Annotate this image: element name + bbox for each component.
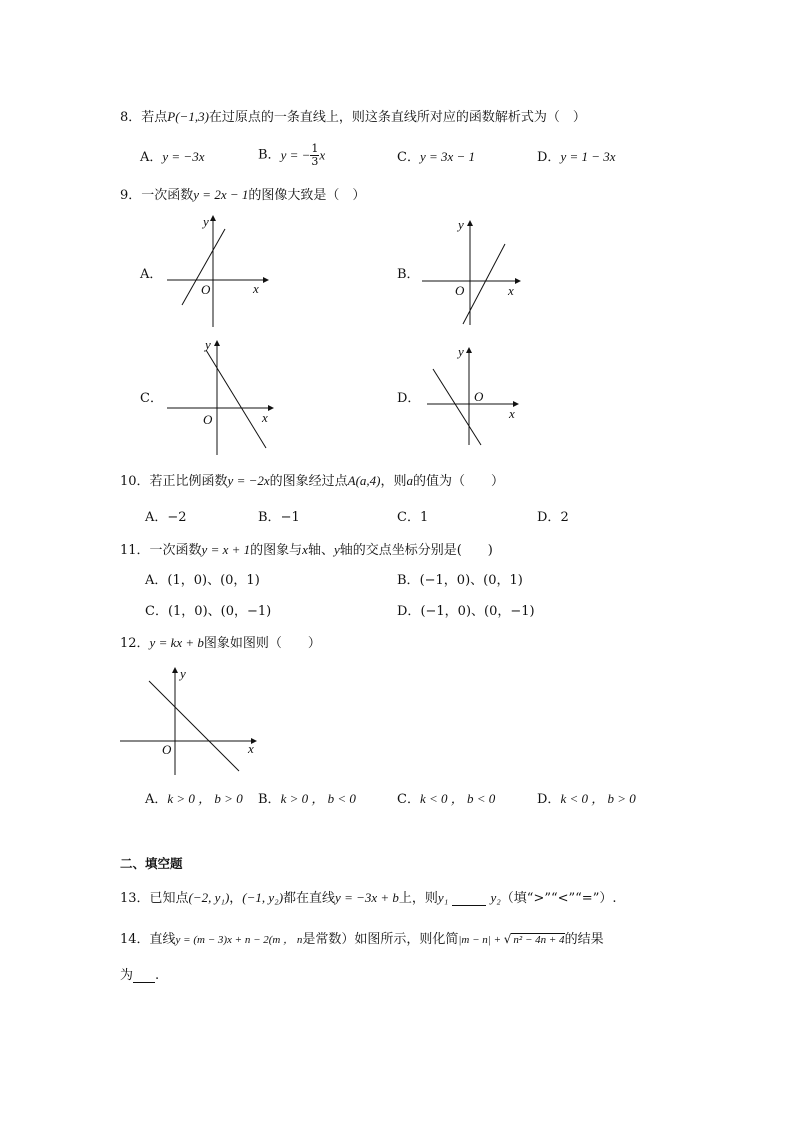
- q10-number: 10．若正比例函数: [120, 474, 228, 489]
- q10-option-b[interactable]: [258, 511, 300, 524]
- origin-label: O: [201, 282, 211, 297]
- q11-expr: y = x + 1: [201, 542, 251, 557]
- x-label: x: [509, 406, 515, 421]
- q10-point: A(a,4): [347, 473, 381, 488]
- option-label: B．: [258, 510, 281, 525]
- q9-text: 的图像大致是（ ）: [248, 188, 366, 203]
- q13-point1: (−2, y₁): [188, 890, 230, 905]
- option-value: 1: [419, 510, 429, 525]
- q8-option-c[interactable]: [397, 150, 475, 164]
- y-label: y: [180, 666, 186, 681]
- q12-option-a[interactable]: [145, 792, 243, 806]
- option-label: D．: [397, 604, 421, 619]
- option-value: (−1，0)、(0，−1): [420, 604, 535, 619]
- q14-number: 14．直线: [120, 932, 176, 947]
- origin-label: O: [162, 742, 172, 757]
- q9-graph-c[interactable]: [165, 338, 280, 458]
- q9-number: 9．一次函数: [120, 188, 194, 203]
- option-value: k < 0 ， b > 0: [560, 791, 636, 806]
- option-label: D．: [537, 792, 561, 807]
- q10-text: 的图象经过点: [269, 474, 348, 489]
- option-label: B．: [258, 792, 281, 807]
- q11-option-b[interactable]: [397, 574, 523, 587]
- q13-expr: y = −3x + b: [335, 890, 399, 905]
- q9-graph-b[interactable]: [420, 218, 525, 328]
- x-label: x: [508, 283, 514, 298]
- q13-y2: y₂: [490, 890, 501, 905]
- q10-text: ，则: [380, 474, 407, 489]
- y-arrow-icon: [467, 220, 473, 226]
- q10-expr: y = −2x: [227, 473, 270, 488]
- q12-option-d[interactable]: [537, 792, 636, 806]
- x-label: x: [248, 741, 254, 756]
- q9-expr: y = 2x − 1: [193, 187, 249, 202]
- q10-var: a: [406, 473, 414, 488]
- q11-text: 轴、: [307, 543, 334, 558]
- option-label: A．: [145, 573, 168, 588]
- answer-blank[interactable]: [133, 969, 155, 983]
- graph-line: [149, 681, 239, 771]
- option-label: C．: [145, 604, 168, 619]
- option-value: k < 0 ， b < 0: [419, 791, 496, 806]
- q14-end: .: [155, 968, 160, 983]
- q14-line2: [120, 969, 159, 983]
- q11-y: y: [333, 542, 340, 557]
- q11-stem: [120, 543, 493, 557]
- option-value: k > 0 ， b < 0: [280, 791, 356, 806]
- q10-option-c[interactable]: [397, 511, 428, 524]
- q14-text: 是常数）如图所示，则化简: [302, 932, 459, 947]
- q11-option-a[interactable]: [145, 574, 260, 587]
- q13-text: 都在直线: [283, 891, 336, 906]
- answer-blank[interactable]: [452, 892, 486, 906]
- graph-line: [463, 244, 505, 324]
- q8-point: P(−1,3): [167, 109, 209, 124]
- option-label: C．: [397, 150, 420, 165]
- x-label: x: [262, 410, 268, 425]
- q8-text: 在过原点的一条直线上，则这条直线所对应的函数解析式为（ ）: [208, 110, 586, 125]
- y-label: y: [205, 337, 211, 352]
- option-label: B．: [397, 573, 420, 588]
- graph-line: [206, 350, 266, 448]
- q10-text: 的值为（ ）: [413, 474, 505, 489]
- q13-number: 13．已知点: [120, 891, 189, 906]
- q9-option-b[interactable]: B．: [397, 267, 420, 282]
- q12-text: 图象如图则（ ）: [203, 636, 321, 651]
- q14-expr: y = (m − 3)x + n − 2(m ， n: [175, 934, 303, 946]
- q10-option-a[interactable]: [145, 511, 187, 524]
- option-label: D．: [537, 510, 561, 525]
- q13-y1: y₁: [437, 890, 449, 905]
- y-label: y: [458, 217, 464, 232]
- option-value: −2: [167, 510, 187, 525]
- option-value: −1: [280, 510, 300, 525]
- q13-sep: ，: [229, 891, 243, 906]
- option-value: (−1，0)、(0，1): [419, 573, 523, 588]
- q11-option-c[interactable]: [145, 605, 271, 618]
- option-label: A．: [145, 510, 168, 525]
- x-arrow-icon: [268, 405, 274, 411]
- option-expr: y = −3x: [162, 149, 205, 164]
- q9-option-d[interactable]: D．: [397, 391, 421, 406]
- q8-option-b[interactable]: [258, 143, 325, 167]
- q12-expr: y = kx + b: [149, 635, 204, 650]
- option-value: (1，0)、(0，−1): [167, 604, 272, 619]
- q10-stem: [120, 474, 504, 488]
- x-label: x: [253, 281, 259, 296]
- q12-stem: [120, 636, 321, 650]
- q13-stem: [120, 891, 616, 906]
- option-value: k > 0 ， b > 0: [167, 791, 243, 806]
- q13-text: 上，则: [398, 891, 438, 906]
- q8-stem: [120, 110, 586, 124]
- q14-text: 的结果: [564, 932, 604, 947]
- sqrt-icon: √: [503, 932, 512, 946]
- origin-label: O: [455, 283, 465, 298]
- q9-option-c[interactable]: C．: [140, 391, 163, 406]
- q8-option-a[interactable]: [140, 150, 204, 164]
- option-expr: y = −: [280, 147, 311, 163]
- q12-number: 12．: [120, 636, 150, 651]
- q12-option-c[interactable]: [397, 792, 495, 806]
- fraction-denominator: 3: [311, 154, 319, 168]
- q12-option-b[interactable]: [258, 792, 356, 806]
- graph-line: [433, 369, 481, 445]
- option-label: C．: [397, 792, 420, 807]
- q9-graph-a[interactable]: [165, 215, 270, 330]
- x-arrow-icon: [515, 278, 521, 284]
- q8-option-d[interactable]: [537, 150, 616, 164]
- option-value: (1，0)、(0，1): [167, 573, 260, 588]
- section-heading: 二、填空题: [120, 856, 183, 871]
- option-expr: y = 1 − 3x: [560, 149, 616, 164]
- y-label: y: [203, 214, 209, 229]
- y-arrow-icon: [214, 340, 220, 346]
- q10-option-d[interactable]: [537, 511, 569, 524]
- option-label: C．: [397, 510, 420, 525]
- origin-label: O: [203, 412, 213, 427]
- q11-text: 的图象与: [250, 543, 303, 558]
- option-expr: y = 3x − 1: [419, 149, 476, 164]
- y-arrow-icon: [172, 667, 178, 673]
- y-label: y: [458, 344, 464, 359]
- q11-option-d[interactable]: [397, 605, 535, 618]
- fraction-numerator: 1: [311, 142, 319, 155]
- q13-text: （填“>”“<”“=”）.: [500, 891, 617, 906]
- option-expr-tail: x: [319, 147, 326, 163]
- q13-point2: (−1, y₂): [242, 890, 284, 905]
- q14-text: 为: [120, 968, 134, 983]
- option-label: A．: [140, 150, 163, 165]
- option-label: B．: [258, 147, 281, 163]
- q14-sqrt: n² − 4n + 4: [513, 934, 565, 946]
- q11-text: 轴的交点坐标分别是( ): [339, 543, 493, 558]
- q12-graph: [118, 665, 263, 777]
- q14-stem: [120, 933, 604, 946]
- x-arrow-icon: [263, 277, 269, 283]
- q14-abs: |m − n| +: [458, 934, 504, 946]
- q9-option-a[interactable]: A．: [140, 267, 163, 282]
- option-label: A．: [145, 792, 168, 807]
- q9-stem: [120, 188, 365, 202]
- y-arrow-icon: [466, 347, 472, 353]
- option-value: 2: [560, 510, 569, 525]
- q11-x: x: [302, 542, 308, 557]
- q9-graph-d[interactable]: [425, 345, 525, 450]
- origin-label: O: [474, 389, 484, 404]
- option-label: D．: [537, 150, 561, 165]
- q8-number: 8．若点: [120, 110, 168, 125]
- q11-number: 11．一次函数: [120, 543, 202, 558]
- y-arrow-icon: [210, 215, 216, 221]
